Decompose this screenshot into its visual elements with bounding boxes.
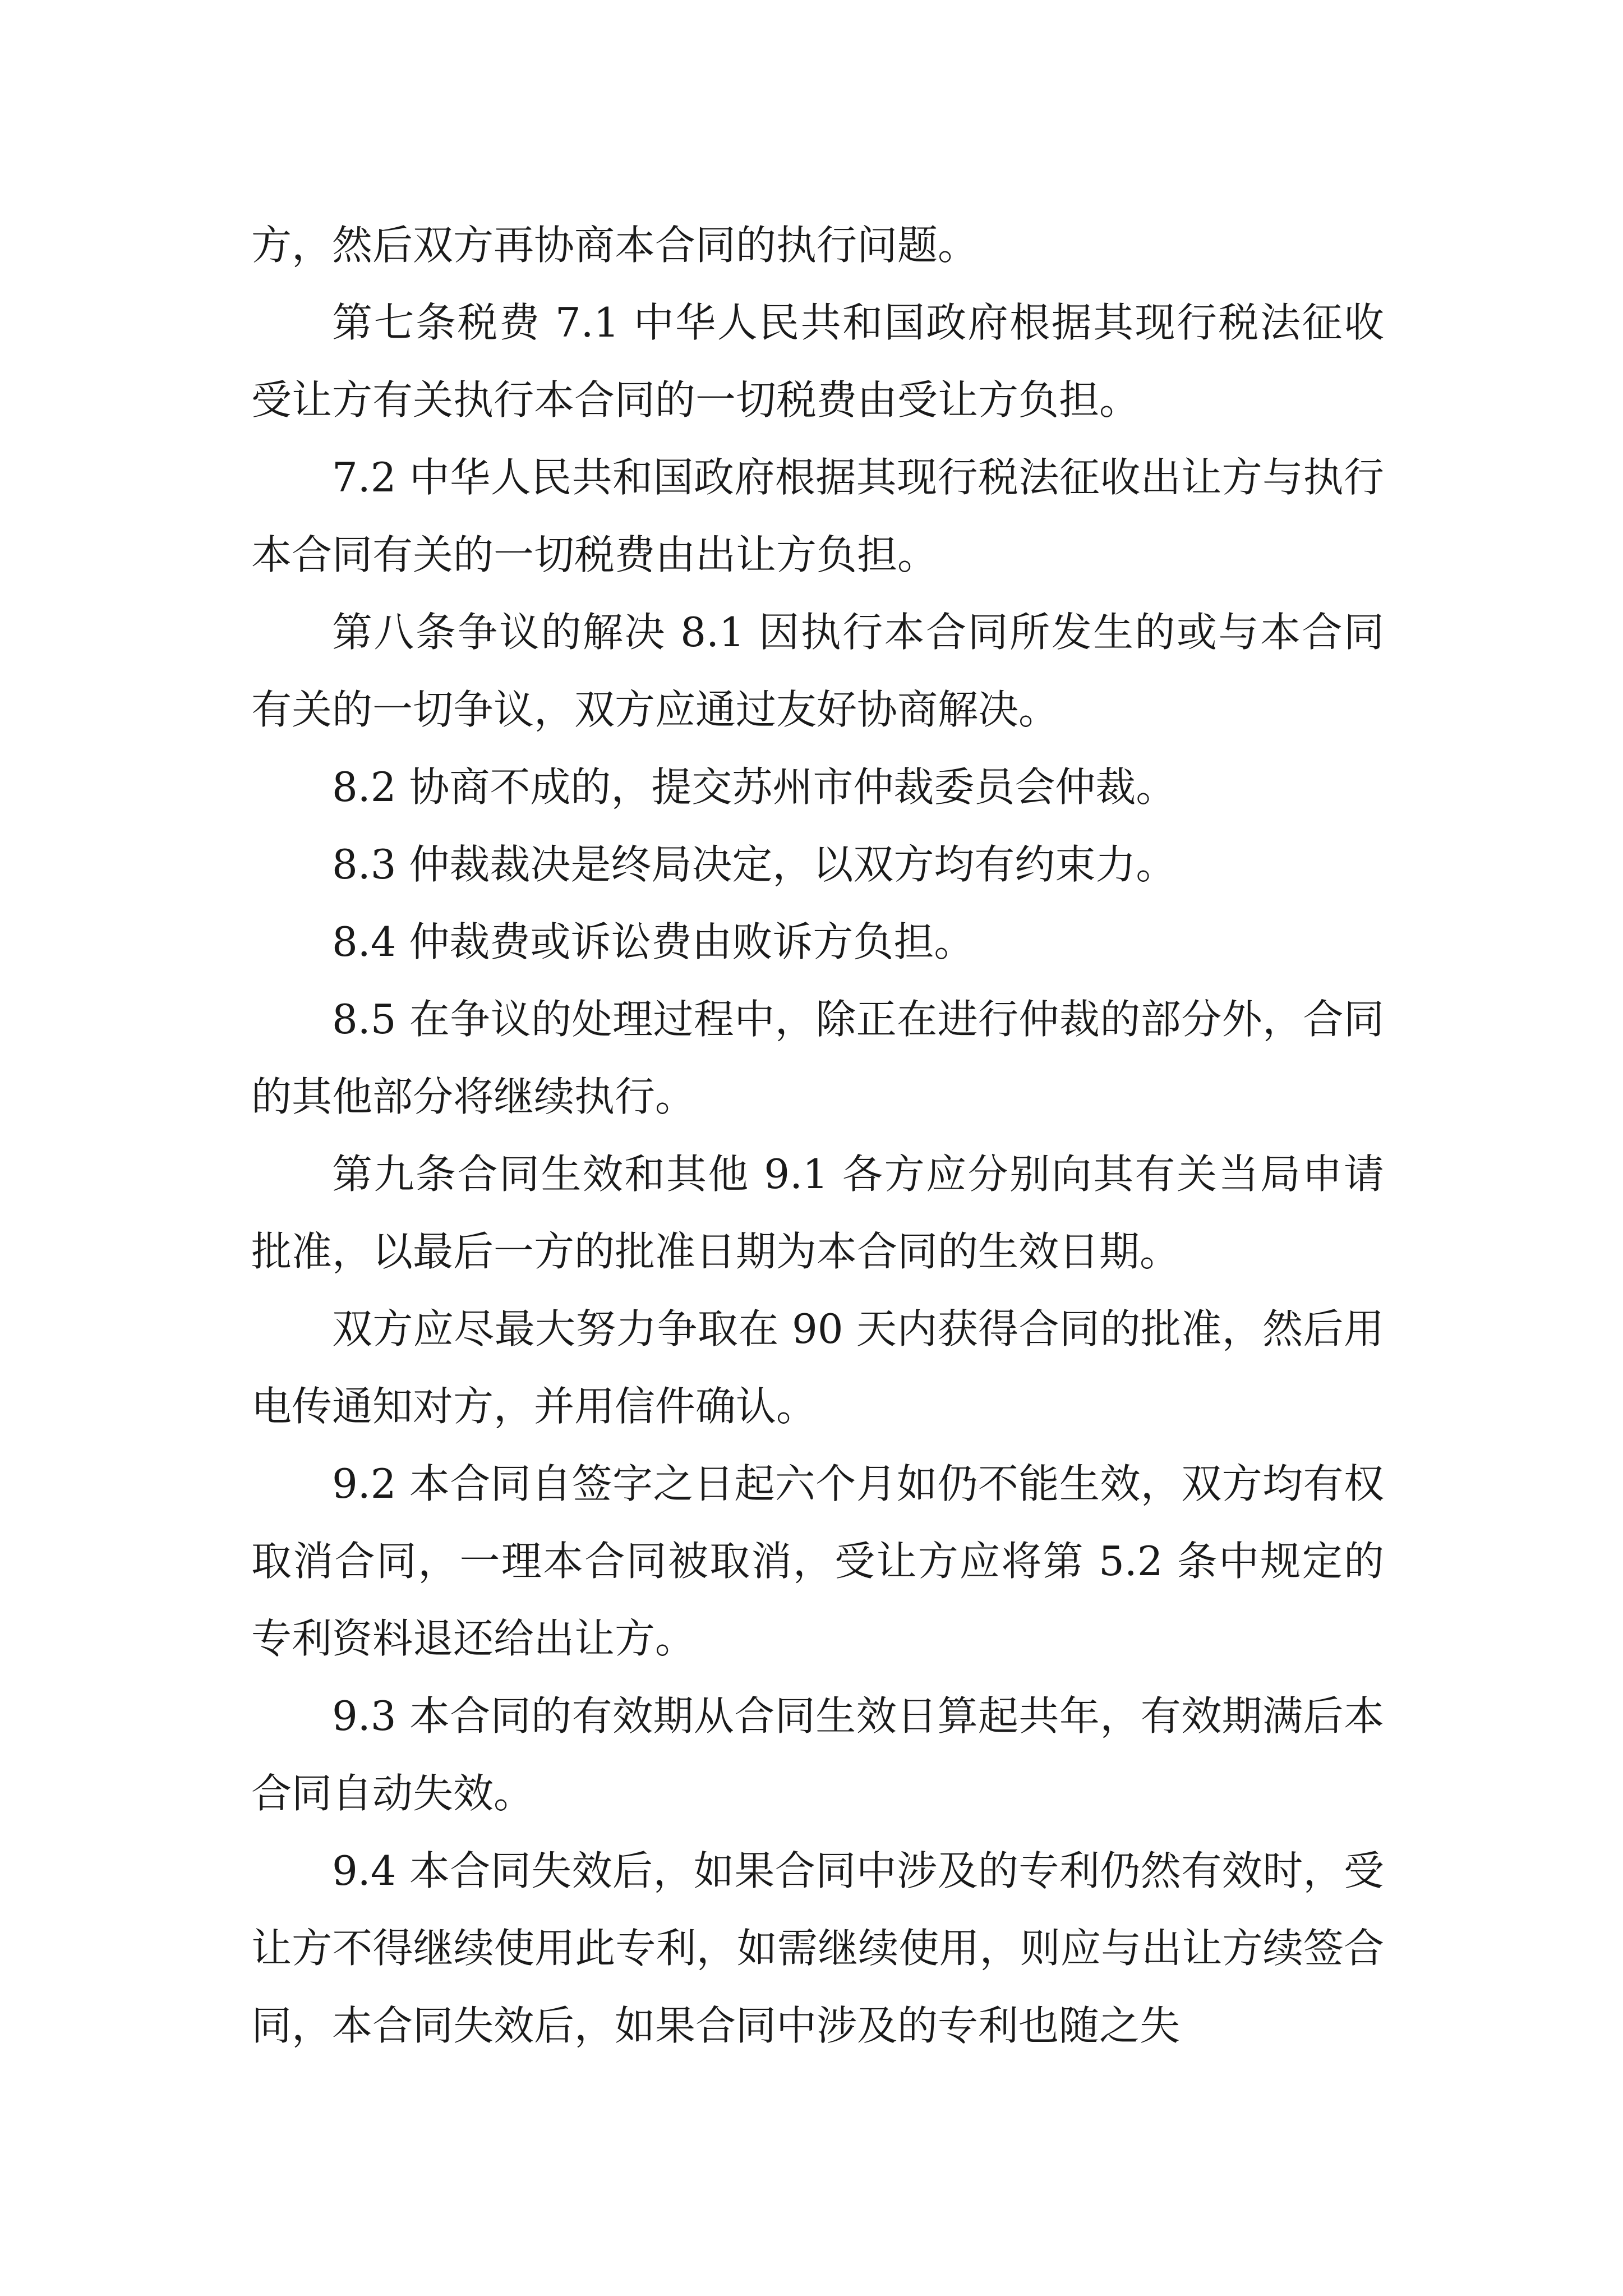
paragraph-13: 9.4 本合同失效后，如果合同中涉及的专利仍然有效时，受让方不得继续使用此专利，如需继续使用，则应与出让方续签合同，本合同失效后，如果合同中涉及的专利也随之失	[251, 1847, 1384, 2049]
paragraph-7: 8.4 仲裁费或诉讼费由败诉方负担。	[332, 918, 975, 965]
paragraph-8: 8.5 在争议的处理过程中，除正在进行仲裁的部分外，合同的其他部分将继续执行。	[251, 996, 1384, 1120]
paragraph-11: 9.2 本合同自签字之日起六个月如仍不能生效，双方均有权取消合同，一理本合同被取消，受让方应将第 5.2 条中规定的专利资料退还给出让方。	[251, 1460, 1384, 1662]
paragraph-10: 双方应尽最大努力争取在 90 天内获得合同的批准，然后用电传通知对方，并用信件确认。	[251, 1305, 1384, 1430]
paragraph-9: 第九条合同生效和其他 9.1 各方应分别向其有关当局申请批准，以最后一方的批准日期为本合同的生效日期。	[251, 1151, 1384, 1275]
paragraph-2: 第七条税费 7.1 中华人民共和国政府根据其现行税法征收受让方有关执行本合同的一切税费由受让方负担。	[251, 299, 1384, 424]
paragraph-12: 9.3 本合同的有效期从合同生效日算起共年，有效期满后本合同自动失效。	[251, 1692, 1384, 1817]
paragraph-1: 方，然后双方再协商本合同的执行问题。	[251, 222, 979, 269]
paragraph-3: 7.2 中华人民共和国政府根据其现行税法征收出让方与执行本合同有关的一切税费由出让方负担。	[251, 454, 1384, 578]
document-body	[251, 206, 1384, 2064]
paragraph-5: 8.2 协商不成的，提交苏州市仲裁委员会仲裁。	[332, 763, 1177, 811]
paragraph-6: 8.3 仲裁裁决是终局决定，以双方均有约束力。	[332, 841, 1177, 888]
paragraph-4: 第八条争议的解决 8.1 因执行本合同所发生的或与本合同有关的一切争议，双方应通过友好协商解决。	[251, 609, 1384, 733]
